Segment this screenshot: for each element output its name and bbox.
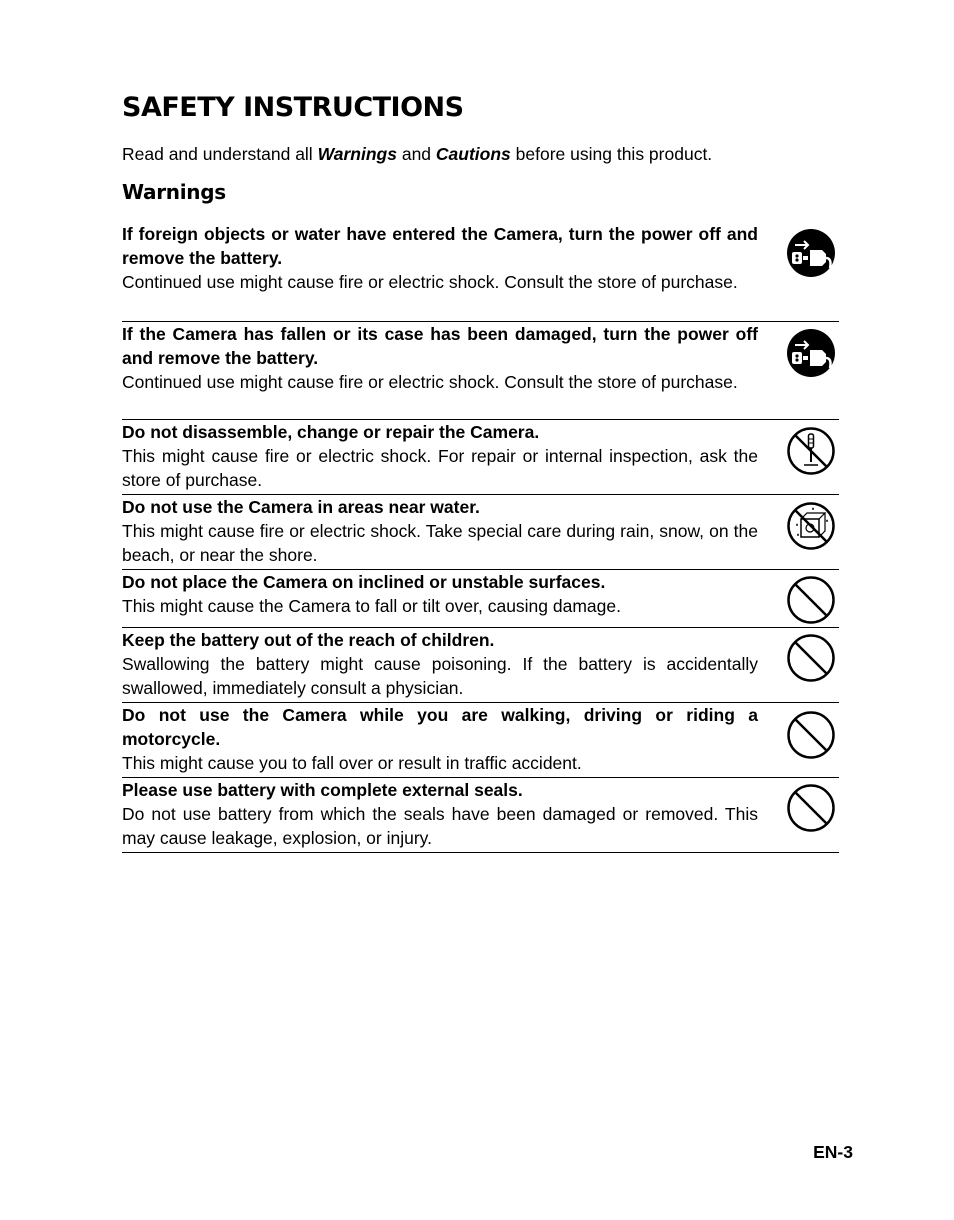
- prohibited-icon: [786, 783, 836, 833]
- prohibited-icon: [786, 633, 836, 683]
- warning-heading: Do not disassemble, change or repair the Camera.: [122, 422, 540, 442]
- warning-body: Do not use battery from which the seals have been damaged or removed. This may cause leakage, explosion, or injury.: [122, 804, 758, 848]
- intro-warnings-word: Warnings: [317, 144, 397, 164]
- warning-body: Continued use might cause fire or electric shock. Consult the store of purchase.: [122, 272, 738, 292]
- warning-item: [122, 222, 839, 322]
- warning-item: [122, 703, 839, 778]
- warning-heading: Do not use the Camera while you are walking, driving or riding a motorcycle.: [122, 705, 758, 749]
- warning-item: [122, 322, 839, 420]
- warning-body: This might cause fire or electric shock. For repair or internal inspection, ask the store of purchase.: [122, 446, 758, 490]
- no-water-icon: [786, 501, 836, 551]
- warnings-list: [122, 222, 839, 853]
- warning-body: This might cause fire or electric shock. Take special care during rain, snow, on the beach, or near the shore.: [122, 521, 758, 565]
- intro-text: [122, 143, 712, 165]
- intro-suffix: before using this product.: [510, 144, 713, 164]
- page-number: EN-3: [813, 1142, 853, 1162]
- warning-heading: Keep the battery out of the reach of children.: [122, 630, 495, 650]
- warning-item: [122, 495, 839, 570]
- warning-heading: If foreign objects or water have entered the Camera, turn the power off and remove the battery.: [122, 224, 758, 268]
- unplug-icon: [786, 228, 836, 278]
- warning-heading: If the Camera has fallen or its case has been damaged, turn the power off and remove the battery.: [122, 324, 758, 368]
- warning-body: This might cause the Camera to fall or tilt over, causing damage.: [122, 596, 621, 616]
- warning-body: Continued use might cause fire or electric shock. Consult the store of purchase.: [122, 372, 738, 392]
- warning-heading: Do not use the Camera in areas near water.: [122, 497, 480, 517]
- warning-heading: Do not place the Camera on inclined or unstable surfaces.: [122, 572, 606, 592]
- page-title: SAFETY INSTRUCTIONS: [122, 92, 464, 123]
- intro-and-word: and: [396, 144, 436, 164]
- warning-heading: Please use battery with complete external seals.: [122, 780, 523, 800]
- prohibited-icon: [786, 575, 836, 625]
- warning-body: This might cause you to fall over or result in traffic accident.: [122, 753, 582, 773]
- warning-body: Swallowing the battery might cause poisoning. If the battery is accidentally swallowed, immediately consult a physician.: [122, 654, 758, 698]
- prohibited-icon: [786, 710, 836, 760]
- intro-prefix: Read and understand all: [122, 144, 318, 164]
- unplug-icon: [786, 328, 836, 378]
- warning-item: [122, 420, 839, 495]
- warning-item: [122, 778, 839, 853]
- warning-item: [122, 628, 839, 703]
- intro-cautions-word: Cautions: [435, 144, 511, 164]
- section-title-warnings: Warnings: [122, 180, 226, 204]
- no-disassemble-icon: [786, 426, 836, 476]
- warning-item: [122, 570, 839, 628]
